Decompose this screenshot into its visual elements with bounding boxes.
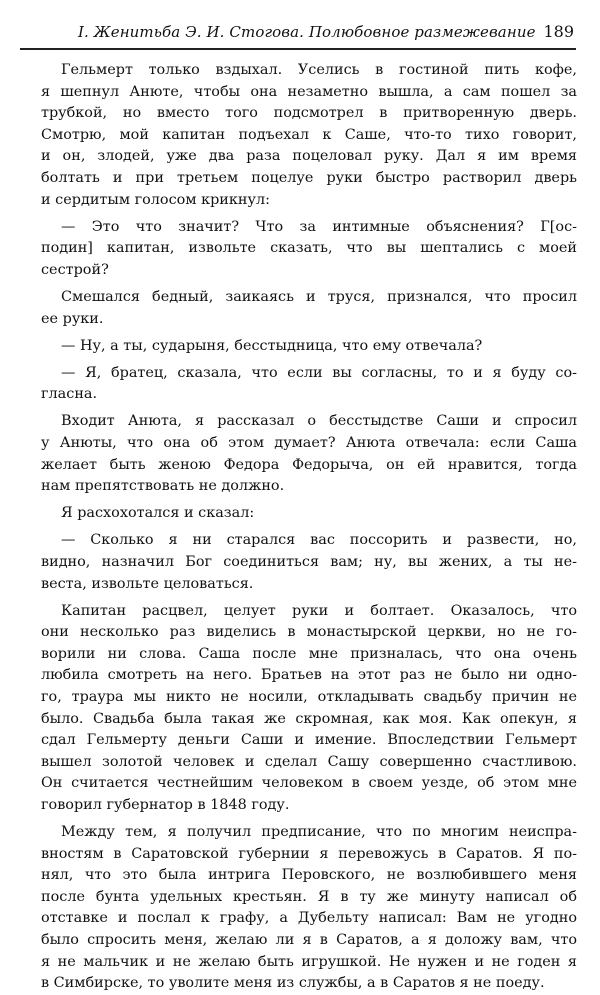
text-line: го, траура мы никто не носили, откладывать свадьбу причин не [41, 689, 577, 706]
text-line: Смотрю, мой капитан подъехал к Саше, что-то тихо говорит, [41, 126, 577, 143]
text-line: Я расхохотался и сказал: [61, 505, 255, 522]
text-line: — Ну, а ты, сударыня, бесстыдница, что ему отвечала? [61, 337, 483, 354]
paragraph [41, 60, 577, 211]
text-line: сдал Гельмерту деньги Саши и имение. Впоследствии Гельмерт [41, 732, 577, 749]
text-line: болтать и при третьем поцелуе руки быстро растворил дверь [41, 169, 577, 186]
text-line: Гельмерт только вздыхал. Уселись в гостиной пить кофе, [61, 62, 577, 78]
text-line: я не мальчик и не желаю быть игрушкой. Не нужен и не годен я [41, 953, 577, 970]
text-line: ворили ни слова. Саша после мне призналась, что она очень [41, 645, 577, 662]
text-line: — Я, братец, сказала, что если вы согласны, то и я буду со- [61, 364, 577, 381]
paragraph [41, 822, 577, 995]
paragraph [41, 601, 577, 817]
paragraph [41, 530, 577, 595]
text-line: желает быть женою Федора Федорыча, он ей нравится, тогда [41, 456, 577, 473]
text-line: после бунта удельных крестьян. Я в ту же минуту написал об [41, 888, 577, 905]
text-line: в Симбирске, то уволите меня из службы, а в Саратов я не поеду. [41, 975, 545, 992]
text-line: вышел золотой человек и сделал Сашу совершенно счастливою. [41, 753, 577, 770]
text-line: было. Свадьба была такая же скромная, как моя. Как опекун, я [41, 710, 577, 727]
text-line: они несколько раз виделись в монастырской церкви, но не го- [41, 624, 577, 641]
text-line: Он считается честнейшим человеком в своем уезде, об этом мне [41, 775, 577, 792]
paragraph [41, 217, 577, 282]
text-line: сестрой? [41, 261, 109, 278]
text-line: любила смотреть на него. Братьев на этот раз не было ни одно- [41, 667, 577, 684]
text-line: трубкой, но вместо того подсмотрел в притворенную дверь. [41, 105, 577, 122]
text-line: Между тем, я получил предписание, что по многим неиспра- [61, 824, 577, 841]
text-line: Смешался бедный, заикаясь и труся, признался, что просил [61, 288, 577, 305]
text-line: веста, извольте целоваться. [41, 575, 254, 592]
page-body [41, 60, 577, 995]
text-line: говорил губернатор в 1848 году. [41, 797, 290, 813]
text-line: — Сколько я ни старался вас поссорить и развести, но, [61, 532, 577, 549]
text-line: нам препятствовать не должно. [41, 478, 285, 495]
running-header [20, 16, 576, 50]
text-line: видно, назначил Бог соединиться вам; ну, вы жених, а ты не- [41, 553, 577, 570]
paragraph [41, 411, 577, 497]
text-line: я шепнул Анюте, чтобы она незаметно вышла, а сам пошел за [41, 83, 577, 100]
text-line: отставке и послал к графу, а Дубельту написал: Вам не угодно [41, 910, 577, 927]
paragraph [41, 336, 577, 358]
page-number: 189 [543, 22, 574, 41]
running-title: I. Женитьба Э. И. Стогова. Полюбовное размежевание [78, 23, 536, 41]
text-line: Входит Анюта, я рассказал о бесстыдстве Саши и спросил [61, 413, 577, 430]
text-line: ее руки. [41, 310, 104, 327]
paragraph [41, 287, 577, 330]
text-line: и он, злодей, уже два раза поцеловал руку. Дал я им время [41, 148, 577, 165]
text-line: нял, что это была интрига Перовского, не возлюбившего меня [41, 867, 577, 884]
paragraph [41, 363, 577, 406]
text-line: Капитан расцвел, целует руки и болтает. Оказалось, что [61, 602, 577, 619]
text-line: — Это что значит? Что за интимные объяснения? Г[ос- [61, 218, 577, 235]
text-line: вностям в Саратовской губернии я перевожусь в Саратов. Я по- [41, 845, 577, 862]
text-line: подин] капитан, извольте сказать, что вы шептались с моей [41, 240, 577, 257]
text-line: было спросить меня, желаю ли я в Саратов, а я доложу вам, что [41, 932, 577, 949]
paragraph [41, 503, 577, 525]
text-line: у Анюты, что она об этом думает? Анюта отвечала: если Саша [41, 435, 577, 451]
text-line: гласна. [41, 386, 98, 403]
text-line: и сердитым голосом крикнул: [41, 191, 270, 208]
